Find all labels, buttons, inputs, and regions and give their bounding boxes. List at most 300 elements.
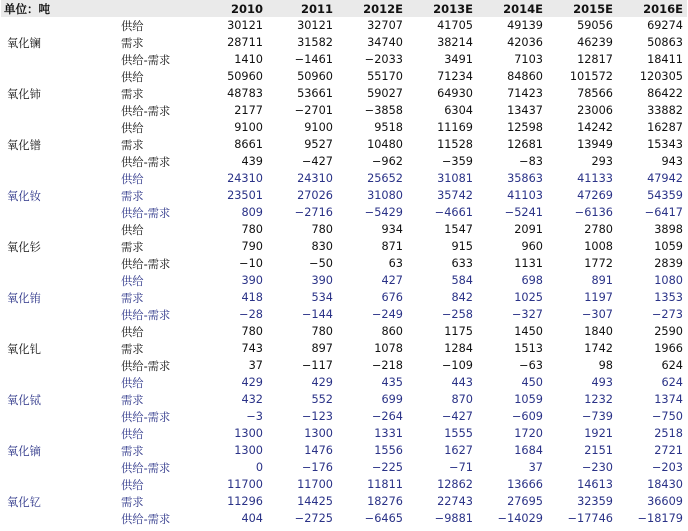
table-row (1, 306, 687, 323)
value-cell: −427 (301, 155, 333, 168)
value-cell: 11700 (227, 478, 263, 491)
value-cell: 10480 (367, 138, 403, 151)
value-cell: 1547 (444, 223, 473, 236)
value-cell: 8661 (234, 138, 263, 151)
value-cell: 53661 (297, 87, 333, 100)
value-cell: 891 (591, 274, 613, 287)
value-cell: 1300 (304, 427, 333, 440)
value-cell: 624 (661, 359, 683, 372)
year-header: 2013E (433, 1, 473, 16)
element-cell-empty (1, 374, 119, 391)
value-cell: 12817 (577, 53, 613, 66)
table-row (1, 476, 687, 493)
element-cell-empty (1, 68, 119, 85)
value-cell: 830 (311, 240, 333, 253)
element-cell-empty (1, 170, 119, 187)
value-cell: −427 (441, 410, 473, 423)
value-cell: 59027 (367, 87, 403, 100)
value-cell: −739 (581, 410, 613, 423)
value-cell: 31582 (297, 36, 333, 49)
value-cell: −9881 (434, 512, 473, 525)
value-cell: −28 (239, 308, 263, 321)
element-name: 氧化铕 (7, 291, 41, 305)
value-cell: 1300 (234, 427, 263, 440)
value-cell: −359 (441, 155, 473, 168)
value-cell: 699 (381, 393, 403, 406)
table-row (1, 459, 687, 476)
value-cell: 49139 (507, 19, 543, 32)
value-cell: 429 (241, 376, 263, 389)
metric-label: 供给 (121, 274, 144, 288)
metric-label: 需求 (121, 189, 144, 203)
value-cell: 1025 (514, 291, 543, 304)
element-name: 氧化钕 (7, 189, 41, 203)
value-cell: −5429 (364, 206, 403, 219)
value-cell: 98 (598, 359, 613, 372)
value-cell: 0 (255, 461, 263, 474)
value-cell: 1374 (654, 393, 683, 406)
table-row (1, 51, 687, 68)
value-cell: 1197 (584, 291, 613, 304)
value-cell: 13437 (507, 104, 543, 117)
metric-label: 供给-需求 (121, 308, 171, 322)
metric-label: 需求 (121, 393, 144, 407)
value-cell: 38214 (437, 36, 473, 49)
element-cell-empty (1, 255, 119, 272)
value-cell: −258 (441, 308, 473, 321)
value-cell: 31080 (367, 189, 403, 202)
value-cell: 13666 (507, 478, 543, 491)
element-name: 氧化钆 (7, 342, 41, 356)
table-row (1, 68, 687, 85)
value-cell: 897 (311, 342, 333, 355)
value-cell: 16287 (647, 121, 683, 134)
value-cell: 11700 (297, 478, 333, 491)
value-cell: 31081 (437, 172, 473, 185)
element-name: 氧化钇 (7, 495, 41, 509)
metric-label: 需求 (121, 495, 144, 509)
value-cell: 50960 (297, 70, 333, 83)
value-cell: 84860 (507, 70, 543, 83)
value-cell: 439 (241, 155, 263, 168)
metric-label: 需求 (121, 444, 144, 458)
value-cell: 11169 (437, 121, 473, 134)
value-cell: −17746 (567, 512, 613, 525)
value-cell: 552 (311, 393, 333, 406)
table-row (1, 102, 687, 119)
value-cell: 33882 (647, 104, 683, 117)
value-cell: 24310 (297, 172, 333, 185)
element-name: 氧化镧 (7, 36, 41, 50)
value-cell: 1921 (584, 427, 613, 440)
element-cell-empty (1, 459, 119, 476)
table-row (1, 425, 687, 442)
value-cell: −203 (651, 461, 683, 474)
value-cell: 11811 (367, 478, 403, 491)
value-cell: −264 (371, 410, 403, 423)
value-cell: −609 (511, 410, 543, 423)
value-cell: −962 (371, 155, 403, 168)
table-row (1, 255, 687, 272)
value-cell: 534 (311, 291, 333, 304)
value-cell: 71423 (507, 87, 543, 100)
value-cell: 36609 (647, 495, 683, 508)
value-cell: 860 (381, 325, 403, 338)
value-cell: 1080 (654, 274, 683, 287)
value-cell: 15343 (647, 138, 683, 151)
metric-label: 需求 (121, 36, 144, 50)
metric-label: 供给-需求 (121, 512, 171, 526)
value-cell: 13949 (577, 138, 613, 151)
metric-label: 供给-需求 (121, 410, 171, 424)
value-cell: 915 (451, 240, 473, 253)
table-row (1, 238, 687, 255)
metric-label: 供给 (121, 478, 144, 492)
element-name: 氧化镨 (7, 138, 41, 152)
value-cell: 404 (241, 512, 263, 525)
value-cell: 9100 (234, 121, 263, 134)
value-cell: 1232 (584, 393, 613, 406)
table-row (1, 119, 687, 136)
value-cell: −273 (651, 308, 683, 321)
value-cell: 30121 (297, 19, 333, 32)
year-header: 2012E (363, 1, 403, 16)
metric-label: 供给 (121, 223, 144, 237)
value-cell: 435 (381, 376, 403, 389)
value-cell: 48783 (227, 87, 263, 100)
element-cell-empty (1, 425, 119, 442)
value-cell: 12598 (507, 121, 543, 134)
metric-label: 需求 (121, 87, 144, 101)
value-cell: 63 (388, 257, 403, 270)
element-name: 氧化铈 (7, 87, 41, 101)
value-cell: 23006 (577, 104, 613, 117)
value-cell: 1131 (514, 257, 543, 270)
value-cell: 28711 (227, 36, 263, 49)
value-cell: 22743 (437, 495, 473, 508)
element-cell-empty (1, 272, 119, 289)
metric-label: 供给-需求 (121, 206, 171, 220)
table-row (1, 357, 687, 374)
value-cell: 120305 (639, 70, 683, 83)
value-cell: −225 (371, 461, 403, 474)
value-cell: 14425 (297, 495, 333, 508)
value-cell: 1627 (444, 444, 473, 457)
value-cell: 46239 (577, 36, 613, 49)
element-cell-empty (1, 408, 119, 425)
value-cell: 1720 (514, 427, 543, 440)
value-cell: 1284 (444, 342, 473, 355)
value-cell: −2701 (294, 104, 333, 117)
value-cell: 1476 (304, 444, 333, 457)
value-cell: −1461 (294, 53, 333, 66)
value-cell: 86422 (647, 87, 683, 100)
value-cell: −50 (309, 257, 333, 270)
value-cell: −2716 (294, 206, 333, 219)
value-cell: 2518 (654, 427, 683, 440)
value-cell: 1555 (444, 427, 473, 440)
value-cell: 11296 (227, 495, 263, 508)
year-header: 2015E (573, 1, 613, 16)
element-cell-empty (1, 102, 119, 119)
value-cell: −18179 (637, 512, 683, 525)
element-cell-empty (1, 306, 119, 323)
element-cell-empty (1, 153, 119, 170)
value-cell: −71 (449, 461, 473, 474)
value-cell: 2780 (584, 223, 613, 236)
value-cell: 960 (521, 240, 543, 253)
value-cell: 443 (451, 376, 473, 389)
element-cell-empty (1, 476, 119, 493)
value-cell: 1966 (654, 342, 683, 355)
element-cell-empty (1, 204, 119, 221)
table-row (1, 136, 687, 153)
value-cell: −307 (581, 308, 613, 321)
value-cell: 1410 (234, 53, 263, 66)
value-cell: 55170 (367, 70, 403, 83)
value-cell: 2151 (584, 444, 613, 457)
value-cell: 50863 (647, 36, 683, 49)
metric-label: 供给-需求 (121, 359, 171, 373)
value-cell: 34740 (367, 36, 403, 49)
value-cell: 780 (311, 223, 333, 236)
value-cell: 59056 (577, 19, 613, 32)
value-cell: 870 (451, 393, 473, 406)
value-cell: 1059 (514, 393, 543, 406)
value-cell: −176 (301, 461, 333, 474)
year-header: 2016E (643, 1, 683, 16)
value-cell: −123 (301, 410, 333, 423)
value-cell: 584 (451, 274, 473, 287)
year-header: 2014E (503, 1, 543, 16)
table-row (1, 170, 687, 187)
element-cell-empty (1, 357, 119, 374)
value-cell: 1331 (374, 427, 403, 440)
value-cell: 69274 (647, 19, 683, 32)
element-cell-empty (1, 323, 119, 340)
value-cell: 9527 (304, 138, 333, 151)
value-cell: 18276 (367, 495, 403, 508)
value-cell: 32707 (367, 19, 403, 32)
value-cell: 1742 (584, 342, 613, 355)
value-cell: 743 (241, 342, 263, 355)
value-cell: 9518 (374, 121, 403, 134)
value-cell: −109 (441, 359, 473, 372)
table-row (1, 272, 687, 289)
value-cell: 18430 (647, 478, 683, 491)
value-cell: −117 (301, 359, 333, 372)
value-cell: 12862 (437, 478, 473, 491)
value-cell: 47269 (577, 189, 613, 202)
value-cell: 871 (381, 240, 403, 253)
value-cell: 47942 (647, 172, 683, 185)
metric-label: 供给-需求 (121, 104, 171, 118)
value-cell: −144 (301, 308, 333, 321)
table-row (1, 374, 687, 391)
value-cell: 1556 (374, 444, 403, 457)
value-cell: 1078 (374, 342, 403, 355)
metric-label: 供给 (121, 376, 144, 390)
metric-label: 供给-需求 (121, 53, 171, 67)
value-cell: 41103 (507, 189, 543, 202)
value-cell: 432 (241, 393, 263, 406)
value-cell: 14613 (577, 478, 613, 491)
value-cell: 27026 (297, 189, 333, 202)
value-cell: 1684 (514, 444, 543, 457)
value-cell: 35742 (437, 189, 473, 202)
value-cell: 71234 (437, 70, 473, 83)
metric-label: 供给 (121, 427, 144, 441)
value-cell: 450 (521, 376, 543, 389)
value-cell: 101572 (569, 70, 613, 83)
value-cell: −2725 (294, 512, 333, 525)
value-cell: −249 (371, 308, 403, 321)
element-name: 氧化镝 (7, 444, 41, 458)
metric-label: 需求 (121, 138, 144, 152)
value-cell: −750 (651, 410, 683, 423)
value-cell: −6417 (644, 206, 683, 219)
value-cell: −3858 (364, 104, 403, 117)
value-cell: 427 (381, 274, 403, 287)
value-cell: −10 (239, 257, 263, 270)
value-cell: 1300 (234, 444, 263, 457)
value-cell: 780 (311, 325, 333, 338)
year-header: 2011 (300, 1, 333, 16)
element-cell-empty (1, 510, 119, 527)
value-cell: −6465 (364, 512, 403, 525)
table-row (1, 289, 687, 306)
value-cell: 25652 (367, 172, 403, 185)
table-row (1, 187, 687, 204)
table-row (1, 323, 687, 340)
table-row (1, 221, 687, 238)
element-cell-empty (1, 119, 119, 136)
value-cell: 676 (381, 291, 403, 304)
value-cell: −83 (519, 155, 543, 168)
value-cell: −63 (519, 359, 543, 372)
value-cell: 54359 (647, 189, 683, 202)
value-cell: 3491 (444, 53, 473, 66)
value-cell: 37 (528, 461, 543, 474)
value-cell: −2033 (364, 53, 403, 66)
value-cell: 2177 (234, 104, 263, 117)
value-cell: 1059 (654, 240, 683, 253)
metric-label: 需求 (121, 240, 144, 254)
element-cell-empty (1, 17, 119, 34)
table-row (1, 85, 687, 102)
value-cell: 780 (241, 325, 263, 338)
table-row (1, 442, 687, 459)
metric-label: 需求 (121, 291, 144, 305)
table-row (1, 34, 687, 51)
value-cell: 14242 (577, 121, 613, 134)
value-cell: 293 (591, 155, 613, 168)
table-row (1, 340, 687, 357)
value-cell: 27695 (507, 495, 543, 508)
value-cell: 2839 (654, 257, 683, 270)
metric-label: 供给-需求 (121, 257, 171, 271)
value-cell: 390 (241, 274, 263, 287)
value-cell: 30121 (227, 19, 263, 32)
metric-label: 供给 (121, 325, 144, 339)
value-cell: 418 (241, 291, 263, 304)
value-cell: 2590 (654, 325, 683, 338)
value-cell: 633 (451, 257, 473, 270)
value-cell: −218 (371, 359, 403, 372)
table-row (1, 391, 687, 408)
value-cell: 809 (241, 206, 263, 219)
metric-label: 供给 (121, 121, 144, 135)
value-cell: 1840 (584, 325, 613, 338)
value-cell: 37 (248, 359, 263, 372)
data-table (1, 0, 687, 527)
value-cell: 1353 (654, 291, 683, 304)
value-cell: 429 (311, 376, 333, 389)
value-cell: −327 (511, 308, 543, 321)
metric-label: 供给 (121, 19, 144, 33)
element-cell-empty (1, 51, 119, 68)
value-cell: 790 (241, 240, 263, 253)
value-cell: 2091 (514, 223, 543, 236)
value-cell: 934 (381, 223, 403, 236)
value-cell: 1008 (584, 240, 613, 253)
value-cell: 6304 (444, 104, 473, 117)
value-cell: 18411 (647, 53, 683, 66)
table-row (1, 408, 687, 425)
value-cell: 3898 (654, 223, 683, 236)
year-header: 2010 (230, 1, 263, 16)
value-cell: 1513 (514, 342, 543, 355)
value-cell: 32359 (577, 495, 613, 508)
metric-label: 供给-需求 (121, 461, 171, 475)
table-row (1, 510, 687, 527)
value-cell: −6136 (574, 206, 613, 219)
value-cell: 7103 (514, 53, 543, 66)
value-cell: 41705 (437, 19, 473, 32)
table-body (1, 17, 687, 527)
value-cell: −14029 (497, 512, 543, 525)
value-cell: 41133 (577, 172, 613, 185)
metric-label: 需求 (121, 342, 144, 356)
value-cell: 943 (661, 155, 683, 168)
value-cell: 1450 (514, 325, 543, 338)
value-cell: 842 (451, 291, 473, 304)
value-cell: 42036 (507, 36, 543, 49)
value-cell: 1772 (584, 257, 613, 270)
value-cell: 50960 (227, 70, 263, 83)
value-cell: 624 (661, 376, 683, 389)
value-cell: 78566 (577, 87, 613, 100)
value-cell: −3 (246, 410, 263, 423)
value-cell: 23501 (227, 189, 263, 202)
value-cell: 780 (241, 223, 263, 236)
unit-label: 单位：吨 (4, 1, 50, 16)
value-cell: 390 (311, 274, 333, 287)
table-row (1, 204, 687, 221)
value-cell: −230 (581, 461, 613, 474)
element-name: 氧化铽 (7, 393, 41, 407)
value-cell: −5241 (504, 206, 543, 219)
value-cell: 698 (521, 274, 543, 287)
value-cell: 493 (591, 376, 613, 389)
value-cell: 11528 (437, 138, 473, 151)
header-row (1, 0, 687, 17)
element-cell-empty (1, 221, 119, 238)
value-cell: 9100 (304, 121, 333, 134)
value-cell: 64930 (437, 87, 473, 100)
value-cell: 1175 (444, 325, 473, 338)
value-cell: −4661 (434, 206, 473, 219)
